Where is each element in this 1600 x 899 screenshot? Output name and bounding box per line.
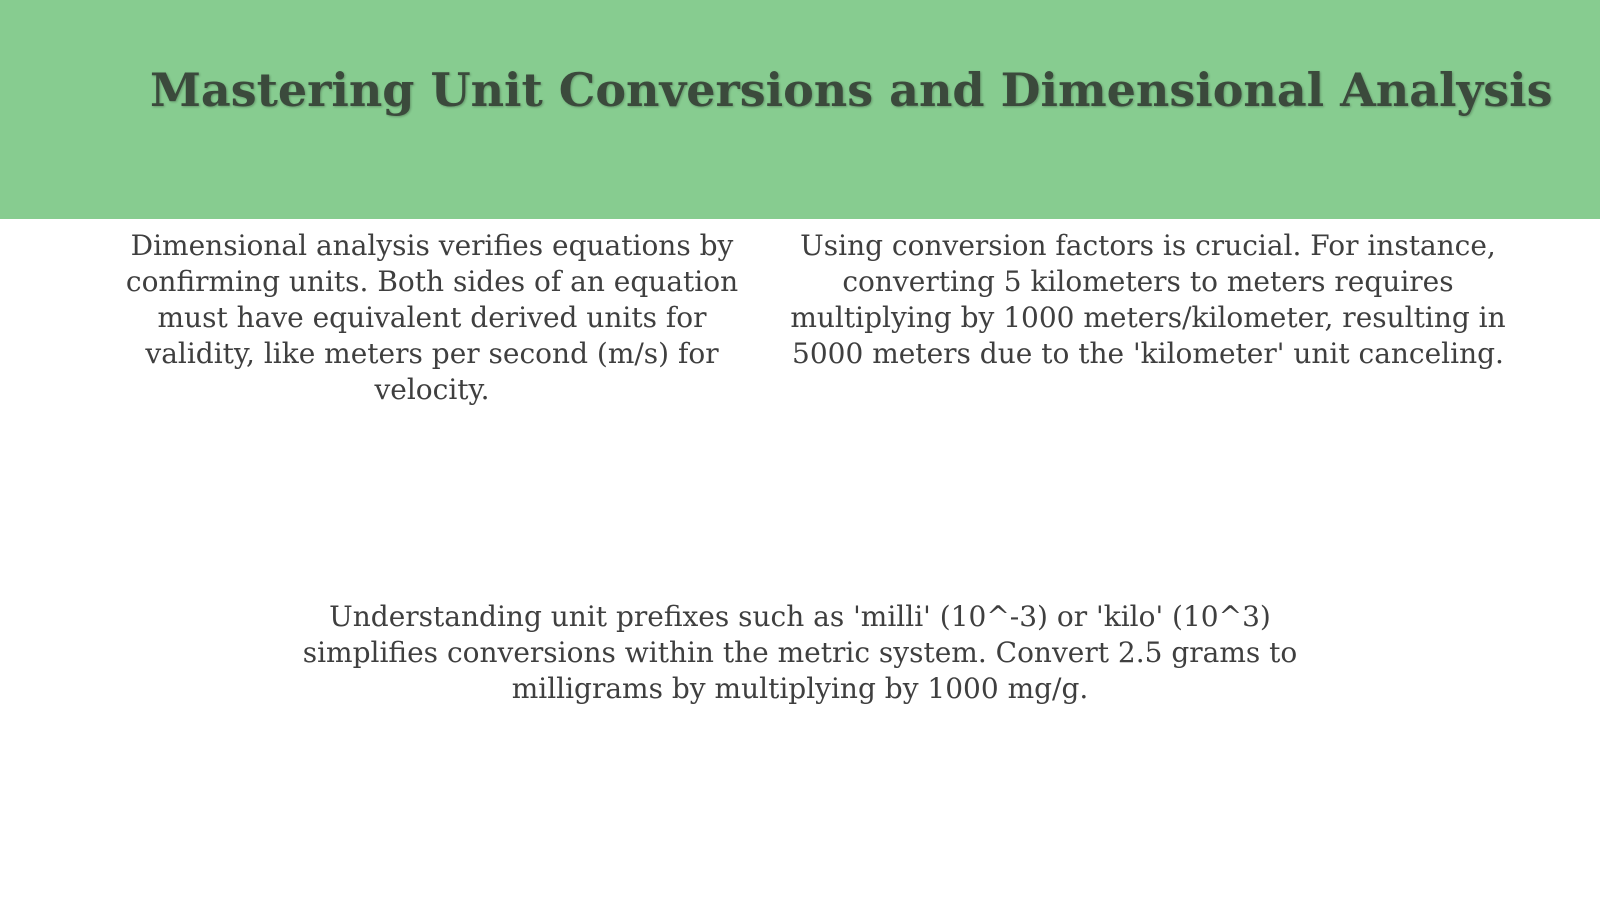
- paragraph-dimensional-analysis: Dimensional analysis verifies equations by confirming units. Both sides of an equation must have equivalent derived units for validity, like meters per second (m/s) for velocity.: [125, 229, 739, 406]
- paragraph-conversion-factors: Using conversion factors is crucial. For instance, converting 5 kilometers to meters requires multiplying by 1000 meters/kilometer, resulting in 5000 meters due to the 'kilometer' unit canceling.: [790, 229, 1506, 370]
- slide-title: Mastering Unit Conversions and Dimensional Analysis: [150, 63, 1553, 117]
- paragraph-unit-prefixes: Understanding unit prefixes such as 'milli' (10^-3) or 'kilo' (10^3) simplifies conversions within the metric system. Convert 2.5 grams to milligrams by multiplying by 1000 mg/g.: [302, 600, 1298, 705]
